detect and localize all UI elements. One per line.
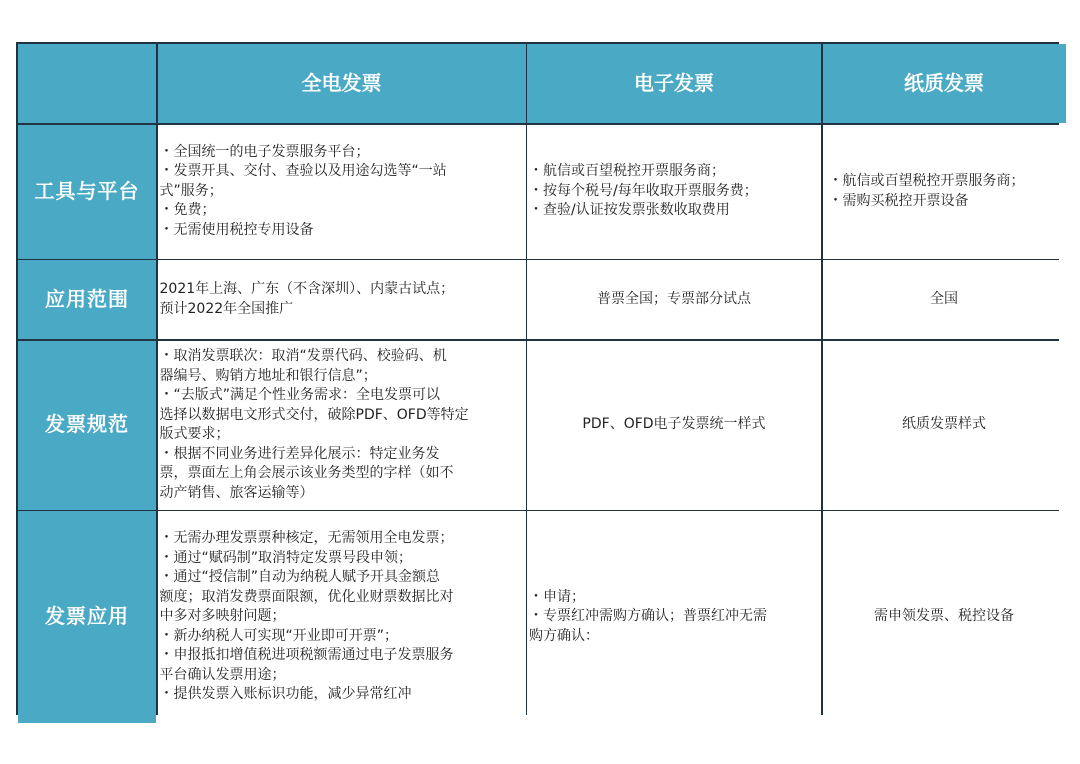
text-line: ・取消发票联次：取消“发票代码、校验码、机 <box>159 348 447 364</box>
text-line: 购方确认： <box>529 627 599 644</box>
header-corner-cell <box>18 44 156 123</box>
text-line: 选择以数据电文形式交付，破除PDF、OFD等特定 <box>159 406 469 423</box>
row-header-scope: 应用范围 <box>18 260 156 339</box>
cell-application-full-electronic <box>158 511 526 723</box>
cell-application-paper: 需申领发票、税控设备 <box>823 511 1066 723</box>
text-line: ・免费； <box>159 202 216 219</box>
row-header-tools-platform: 工具与平台 <box>18 125 156 259</box>
cell-scope-full-electronic <box>158 260 526 339</box>
text-line: ・申请； <box>529 588 585 605</box>
cell-spec-paper: 纸质发票样式 <box>823 341 1066 510</box>
text-line: ・提供发票入账标识功能，减少异常红冲 <box>159 686 412 703</box>
cell-spec-full-electronic <box>158 341 526 510</box>
text-line: ・发票开具、交付、查验以及用途勾选等“一站 <box>159 163 447 180</box>
text-line: 2021年上海、广东（不含深圳）、内蒙古试点； <box>159 281 455 297</box>
column-header-paper: 纸质发票 <box>823 44 1066 123</box>
text-line: ・全国统一的电子发票服务平台； <box>159 143 370 160</box>
text-line: ・通过“赋码制”取消特定发票号段申领； <box>159 549 413 566</box>
text-line: ・申报抵扣增值税进项税额需通过电子发票服务 <box>159 647 454 664</box>
text-line: 票，票面左上角会展示该业务类型的字样（如不 <box>159 465 454 481</box>
row-header-application: 发票应用 <box>18 511 156 723</box>
text-line: ・“去版式”满足个性业务需求：全电发票可以 <box>159 387 441 403</box>
cell-scope-paper: 全国 <box>823 260 1066 339</box>
text-line: 预计2022年全国推广 <box>159 300 294 317</box>
text-line: ・航信或百望税控开票服务商； <box>828 173 1025 189</box>
comparison-table <box>16 42 1059 715</box>
text-line: ・根据不同业务进行差异化展示：特定业务发 <box>159 445 440 462</box>
text-line: 动产销售、旅客运输等） <box>159 484 314 501</box>
text-line: 额度；取消发费票面限额，优化业财票数据比对 <box>159 588 454 605</box>
cell-application-electronic <box>527 511 821 723</box>
text-line: 中多对多映射问题； <box>159 608 286 625</box>
text-line: ・专票红冲需购方确认；普票红冲无需 <box>529 608 767 625</box>
text-line: ・查验/认证按发票张数收取费用 <box>529 202 730 219</box>
text-line: 器编号、购销方地址和银行信息”； <box>159 367 377 384</box>
text-line: ・新办纳税人可实现“开业即可开票”； <box>159 627 399 644</box>
column-header-electronic: 电子发票 <box>527 44 821 123</box>
text-line: ・无需使用税控专用设备 <box>159 221 314 238</box>
cell-scope-electronic: 普票全国；专票部分试点 <box>527 260 821 339</box>
cell-tools-paper <box>823 125 1066 259</box>
text-line: 式”服务； <box>159 182 223 199</box>
text-line: ・按每个税号/每年收取开票服务费； <box>529 182 758 199</box>
text-line: ・航信或百望税控开票服务商； <box>529 163 725 180</box>
cell-spec-electronic: PDF、OFD电子发票统一样式 <box>527 341 821 510</box>
cell-tools-full-electronic <box>158 125 526 259</box>
text-line: ・需购买税控开票设备 <box>828 192 969 209</box>
text-line: 版式要求； <box>159 426 230 442</box>
row-header-spec: 发票规范 <box>18 341 156 510</box>
text-line: ・无需办理发票票种核定，无需领用全电发票； <box>159 530 454 547</box>
cell-tools-electronic <box>527 125 821 259</box>
text-line: ・通过“授信制”自动为纳税人赋予开具金额总 <box>159 569 441 586</box>
text-line: 平台确认发票用途； <box>159 666 286 683</box>
column-header-full-electronic: 全电发票 <box>158 44 526 123</box>
